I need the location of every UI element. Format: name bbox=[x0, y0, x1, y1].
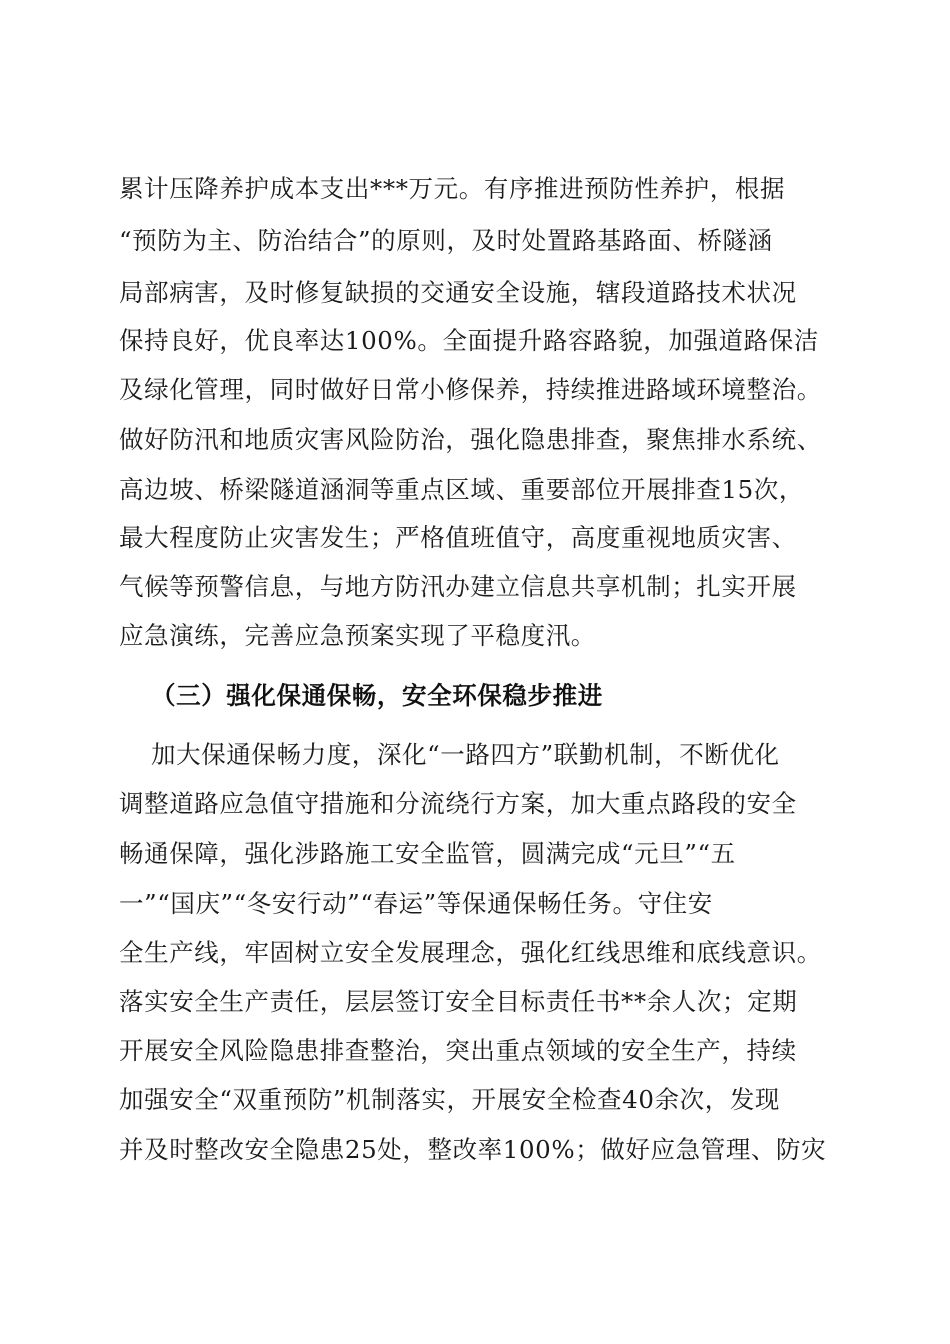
paragraph-line: 一”“国庆”“冬安行动”“春运”等保通保畅任务。守住安 bbox=[119, 889, 713, 918]
paragraph-line: 落实安全生产责任，层层签订安全目标责任书**余人次；定期 bbox=[119, 987, 798, 1016]
paragraph-line: 调整道路应急值守措施和分流绕行方案，加大重点路段的安全 bbox=[119, 789, 797, 818]
paragraph-line: 累计压降养护成本支出***万元。有序推进预防性养护，根据 bbox=[119, 174, 786, 203]
paragraph-line: 并及时整改安全隐患25处，整改率100%；做好应急管理、防灾 bbox=[119, 1135, 827, 1164]
paragraph-line: 局部病害，及时修复缺损的交通安全设施，辖段道路技术状况 bbox=[119, 278, 797, 307]
paragraph-line: 开展安全风险隐患排查整治，突出重点领域的安全生产，持续 bbox=[119, 1036, 797, 1065]
paragraph-line: 全生产线，牢固树立安全发展理念，强化红线思维和底线意识。 bbox=[119, 938, 822, 967]
section-heading: （三）强化保通保畅，安全环保稳步推进 bbox=[151, 681, 603, 710]
paragraph-line: 做好防汛和地质灾害风险防治，强化隐患排查，聚焦排水系统、 bbox=[119, 425, 822, 454]
paragraph-line: “预防为主、防治结合”的原则，及时处置路基路面、桥隧涵 bbox=[119, 226, 773, 255]
paragraph-line: 加大保通保畅力度，深化“一路四方”联勤机制，不断优化 bbox=[151, 740, 780, 769]
paragraph-line: 最大程度防止灾害发生；严格值班值守，高度重视地质灾害、 bbox=[119, 523, 797, 552]
paragraph-line: 加强安全“双重预防”机制落实，开展安全检查40余次，发现 bbox=[119, 1085, 781, 1114]
paragraph-line: 及绿化管理，同时做好日常小修保养，持续推进路域环境整治。 bbox=[119, 375, 822, 404]
paragraph-line: 高边坡、桥梁隧道涵洞等重点区域、重要部位开展排查15次， bbox=[119, 475, 804, 504]
paragraph-line: 保持良好，优良率达100%。全面提升路容路貌，加强道路保洁 bbox=[119, 326, 819, 355]
paragraph-line: 应急演练，完善应急预案实现了平稳度汛。 bbox=[119, 621, 596, 650]
paragraph-line: 畅通保障，强化涉路施工安全监管，圆满完成“元旦”“五 bbox=[119, 839, 736, 868]
paragraph-line: 气候等预警信息，与地方防汛办建立信息共享机制；扎实开展 bbox=[119, 572, 797, 601]
